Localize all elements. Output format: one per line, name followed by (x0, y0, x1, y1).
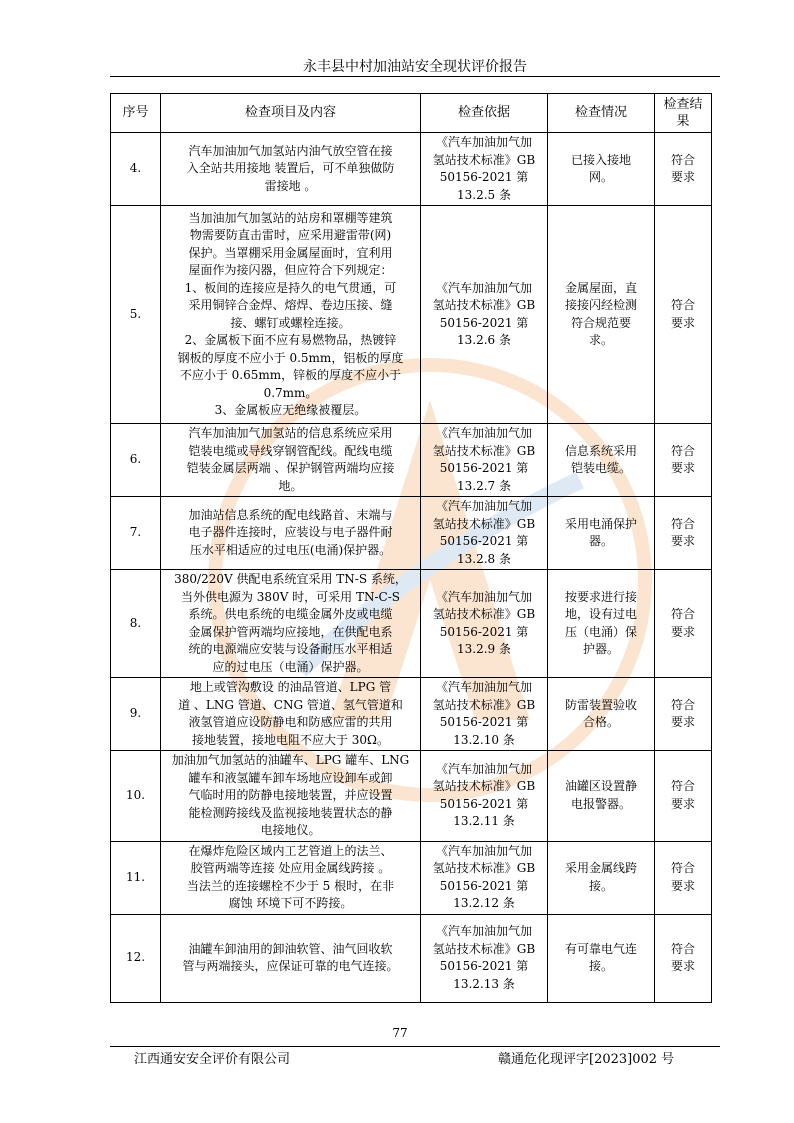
status-line: 防雷装置验收 (564, 697, 637, 712)
cell-status (548, 424, 655, 497)
cell-no: 7. (111, 497, 161, 570)
item-line: 金属保护管两端均应接地，在供配电系 (188, 624, 393, 639)
item-line: 雷接地 。 (264, 178, 317, 193)
item-line: 当法兰的连接螺栓不少于 5 根时，在非 (186, 878, 395, 893)
cell-no: 12. (111, 914, 161, 1002)
item-line: 屋面作为接闪器，但应符合下列规定： (188, 263, 393, 277)
header-divider (110, 76, 720, 77)
item-line: 2、金属板下面不应有易燃物品，热镀锌 (184, 333, 397, 347)
item-line: 汽车加油加气加氢站内油气放空管在接 (188, 143, 393, 158)
cell-no: 4. (111, 133, 161, 206)
cell-result (655, 678, 712, 751)
item-line: 加油加气加氢站的油罐车、LPG 罐车、LNG (171, 753, 410, 767)
result-line: 要求 (670, 461, 695, 475)
result-line: 符合 (670, 941, 695, 956)
item-line: 在爆炸危险区域内工艺管道上的法兰、 (188, 843, 393, 858)
item-line: 接地装置，接地电阻不应大于 30Ω。 (191, 732, 390, 747)
item-line: 应的过电压（电涌）保护器。 (212, 659, 369, 674)
cell-result (655, 914, 712, 1002)
status-line: 采用金属线跨 (564, 861, 637, 875)
item-line: 气临时用的防静电接地装置，并应设置 (188, 788, 393, 802)
basis-line: 氢站技术标准》GB (432, 152, 536, 167)
status-line: 信息系统采用 (564, 443, 637, 458)
item-line: 加油站信息系统的配电线路首、末端与 (188, 507, 393, 522)
header-result: 检查结果 (655, 94, 712, 133)
basis-line: 氢站技术标准》GB (432, 861, 536, 875)
status-line: 油罐区设置静 (564, 779, 637, 794)
table-row (111, 424, 712, 497)
basis-line: 《汽车加油加气加 (435, 426, 532, 440)
cell-basis (421, 206, 548, 424)
result-line: 要求 (670, 715, 695, 729)
basis-line: 50156-2021 第 (439, 959, 529, 973)
table-row (111, 751, 712, 842)
basis-line: 50156-2021 第 (439, 796, 529, 811)
result-line: 要求 (670, 315, 695, 330)
header-no: 序号 (111, 94, 161, 133)
result-line: 符合 (670, 861, 695, 875)
cell-result (655, 751, 712, 842)
cell-no: 6. (111, 424, 161, 497)
item-line: 电接地仪。 (260, 823, 321, 837)
cell-status (548, 678, 655, 751)
result-line: 要求 (670, 624, 695, 639)
result-line: 符合 (670, 697, 695, 712)
cell-item (161, 206, 421, 424)
basis-line: 《汽车加油加气加 (435, 761, 532, 776)
footer-report-number: 赣通危化现评字[2023]002 号 (498, 1052, 675, 1067)
item-line: 接、螺钉或螺栓连接。 (230, 315, 351, 330)
status-line: 地，设有过电 (564, 607, 637, 621)
item-line: 系统。供电系统的电缆金属外皮或电缆 (188, 607, 393, 621)
status-line: 压（电涌）保 (564, 624, 637, 639)
status-line: 网。 (588, 170, 613, 184)
status-line: 采用电涌保护 (564, 516, 637, 531)
status-line: 铠装电缆。 (570, 461, 631, 475)
status-line: 接。 (588, 878, 613, 893)
item-line: 380/220V 供配电系统宜采用 TN-S 系统， (174, 572, 407, 586)
cell-no: 5. (111, 206, 161, 424)
basis-line: 氢站技术标准》GB (432, 779, 536, 794)
basis-line: 50156-2021 第 (439, 878, 529, 893)
status-line: 已接入接地 (570, 152, 631, 167)
item-line: 1、板间的连接应是持久的电气贯通，可 (184, 280, 397, 295)
basis-line: 50156-2021 第 (439, 461, 529, 475)
cell-status (548, 914, 655, 1002)
item-line: 物需要防直击雷时，应采用避雷带(网) (189, 228, 392, 242)
item-line: 统的电源端应安装与设备耐压水平相适 (188, 642, 393, 656)
result-line: 符合 (670, 152, 695, 167)
item-line: 采用铜锌合金焊、熔焊、卷边压接、缝 (188, 298, 393, 312)
cell-item (161, 751, 421, 842)
result-line: 要求 (670, 534, 695, 548)
item-line: 入全站共用接地 装置后，可不单独做防 (186, 161, 395, 176)
cell-no: 10. (111, 751, 161, 842)
basis-line: 50156-2021 第 (439, 624, 529, 639)
result-line: 要求 (670, 170, 695, 184)
item-line: 铠装金属层两端 、保护钢管两端均应接 (186, 461, 395, 475)
status-line: 护器。 (582, 642, 619, 656)
basis-line: 50156-2021 第 (439, 315, 529, 330)
basis-line: 50156-2021 第 (439, 170, 529, 184)
status-line: 求。 (588, 333, 613, 347)
item-line: 压水平相适应的过电压(电涌)保护器。 (189, 542, 392, 557)
cell-no: 11. (111, 841, 161, 914)
item-line: 0.7mm。 (263, 385, 318, 400)
page-number: 77 (392, 1026, 408, 1040)
header-basis: 检查依据 (421, 94, 548, 133)
cell-item (161, 424, 421, 497)
basis-line: 13.2.7 条 (457, 478, 511, 493)
cell-status (548, 133, 655, 206)
item-line: 铠装电缆或导线穿钢管配线。配线电缆 (188, 443, 393, 458)
item-line: 管与两端接头，应保证可靠的电气连接。 (182, 959, 399, 973)
table-row (111, 678, 712, 751)
basis-line: 氢站技术标准》GB (432, 941, 536, 956)
table-row (111, 841, 712, 914)
basis-line: 氢站技术标准》GB (432, 516, 536, 531)
basis-line: 氢站技术标准》GB (432, 607, 536, 621)
result-line: 符合 (670, 607, 695, 621)
item-line: 3、金属板应无绝缘被覆层。 (214, 403, 367, 417)
cell-item (161, 570, 421, 678)
basis-line: 50156-2021 第 (439, 534, 529, 548)
basis-line: 13.2.5 条 (457, 187, 511, 202)
cell-result (655, 424, 712, 497)
cell-status (548, 497, 655, 570)
cell-item (161, 497, 421, 570)
status-line: 有可靠电气连 (564, 941, 637, 956)
cell-result (655, 497, 712, 570)
item-line: 油罐车卸油用的卸油软管、油气回收软 (188, 941, 393, 956)
inspection-table (110, 93, 712, 1003)
table-row (111, 206, 712, 424)
status-line: 器。 (588, 534, 613, 548)
cell-result (655, 570, 712, 678)
item-line: 胶管两端等连接 处应用金属线跨接 。 (190, 861, 391, 875)
table-row (111, 914, 712, 1002)
cell-item (161, 678, 421, 751)
cell-result (655, 133, 712, 206)
cell-no: 8. (111, 570, 161, 678)
table-row (111, 570, 712, 678)
item-line: 能检测跨接线及监视接地装置状态的静 (188, 805, 393, 820)
status-line: 接接闪经检测 (564, 298, 637, 312)
header-status: 检查情况 (548, 94, 655, 133)
item-line: 地。 (278, 478, 303, 493)
result-line: 符合 (670, 779, 695, 794)
basis-line: 《汽车加油加气加 (435, 924, 532, 938)
item-line: 当加油加气加氢站的站房和罩棚等建筑 (188, 210, 393, 225)
result-line: 符合 (670, 298, 695, 312)
basis-line: 13.2.11 条 (453, 814, 515, 829)
status-line: 接。 (588, 959, 613, 973)
result-line: 符合 (670, 443, 695, 458)
cell-basis (421, 751, 548, 842)
basis-line: 13.2.13 条 (453, 976, 515, 991)
page-header-title: 永丰县中村加油站安全现状评价报告 (303, 59, 527, 75)
footer-divider (110, 1046, 720, 1047)
basis-line: 13.2.6 条 (457, 333, 511, 347)
result-line: 要求 (670, 878, 695, 893)
basis-line: 13.2.10 条 (453, 732, 515, 747)
cell-status (548, 206, 655, 424)
table-header-row (111, 94, 712, 133)
basis-line: 13.2.12 条 (453, 896, 515, 910)
basis-line: 氢站技术标准》GB (432, 443, 536, 458)
basis-line: 《汽车加油加气加 (435, 680, 532, 694)
basis-line: 《汽车加油加气加 (435, 589, 532, 604)
cell-item (161, 841, 421, 914)
item-line: 液氢管道应设防静电和防感应雷的共用 (188, 715, 393, 729)
item-line: 腐蚀 环境下可不跨接。 (228, 896, 353, 910)
basis-line: 《汽车加油加气加 (435, 843, 532, 858)
cell-basis (421, 570, 548, 678)
item-line: 不应小于 0.65mm，锌板的厚度不应小于 (179, 368, 402, 382)
basis-line: 13.2.9 条 (457, 642, 511, 656)
basis-line: 13.2.8 条 (457, 551, 511, 566)
item-line: 罐车和液氢罐车卸车场地应设卸车或卸 (188, 770, 393, 785)
cell-status (548, 751, 655, 842)
result-line: 要求 (670, 959, 695, 973)
cell-no: 9. (111, 678, 161, 751)
item-line: 地上或管沟敷设 的油品管道、LPG 管 (189, 680, 392, 694)
basis-line: 氢站技术标准》GB (432, 298, 536, 312)
cell-basis (421, 914, 548, 1002)
cell-item (161, 133, 421, 206)
status-line: 金属屋面，直 (564, 280, 637, 295)
status-line: 合格。 (582, 715, 619, 729)
basis-line: 氢站技术标准》GB (432, 697, 536, 712)
item-line: 汽车加油加气加氢站的信息系统应采用 (188, 426, 393, 440)
item-line: 电子器件连接时，应装设与电子器件耐 (188, 525, 393, 540)
cell-status (548, 841, 655, 914)
basis-line: 《汽车加油加气加 (435, 499, 532, 513)
cell-basis (421, 497, 548, 570)
cell-item (161, 914, 421, 1002)
status-line: 符合规范要 (570, 315, 631, 330)
item-line: 保护。当罩棚采用金属屋面时，宜利用 (188, 245, 393, 260)
cell-basis (421, 841, 548, 914)
status-line: 电报警器。 (570, 796, 631, 811)
item-line: 当外供电源为 380V 时，可采用 TN-C-S (180, 589, 401, 604)
table-row (111, 497, 712, 570)
table-row (111, 133, 712, 206)
cell-basis (421, 424, 548, 497)
cell-result (655, 841, 712, 914)
item-line: 钢板的厚度不应小于 0.5mm，铝板的厚度 (177, 350, 404, 365)
basis-line: 《汽车加油加气加 (435, 280, 532, 295)
footer-company: 江西通安安全评价有限公司 (134, 1052, 291, 1067)
cell-status (548, 570, 655, 678)
basis-line: 50156-2021 第 (439, 715, 529, 729)
cell-basis (421, 678, 548, 751)
item-line: 道 、LNG 管道、CNG 管道、氢气管道和 (178, 697, 403, 712)
result-line: 符合 (670, 516, 695, 531)
header-item: 检查项目及内容 (161, 94, 421, 133)
basis-line: 《汽车加油加气加 (435, 135, 532, 149)
cell-result (655, 206, 712, 424)
cell-basis (421, 133, 548, 206)
status-line: 按要求进行接 (564, 589, 637, 604)
result-line: 要求 (670, 796, 695, 811)
